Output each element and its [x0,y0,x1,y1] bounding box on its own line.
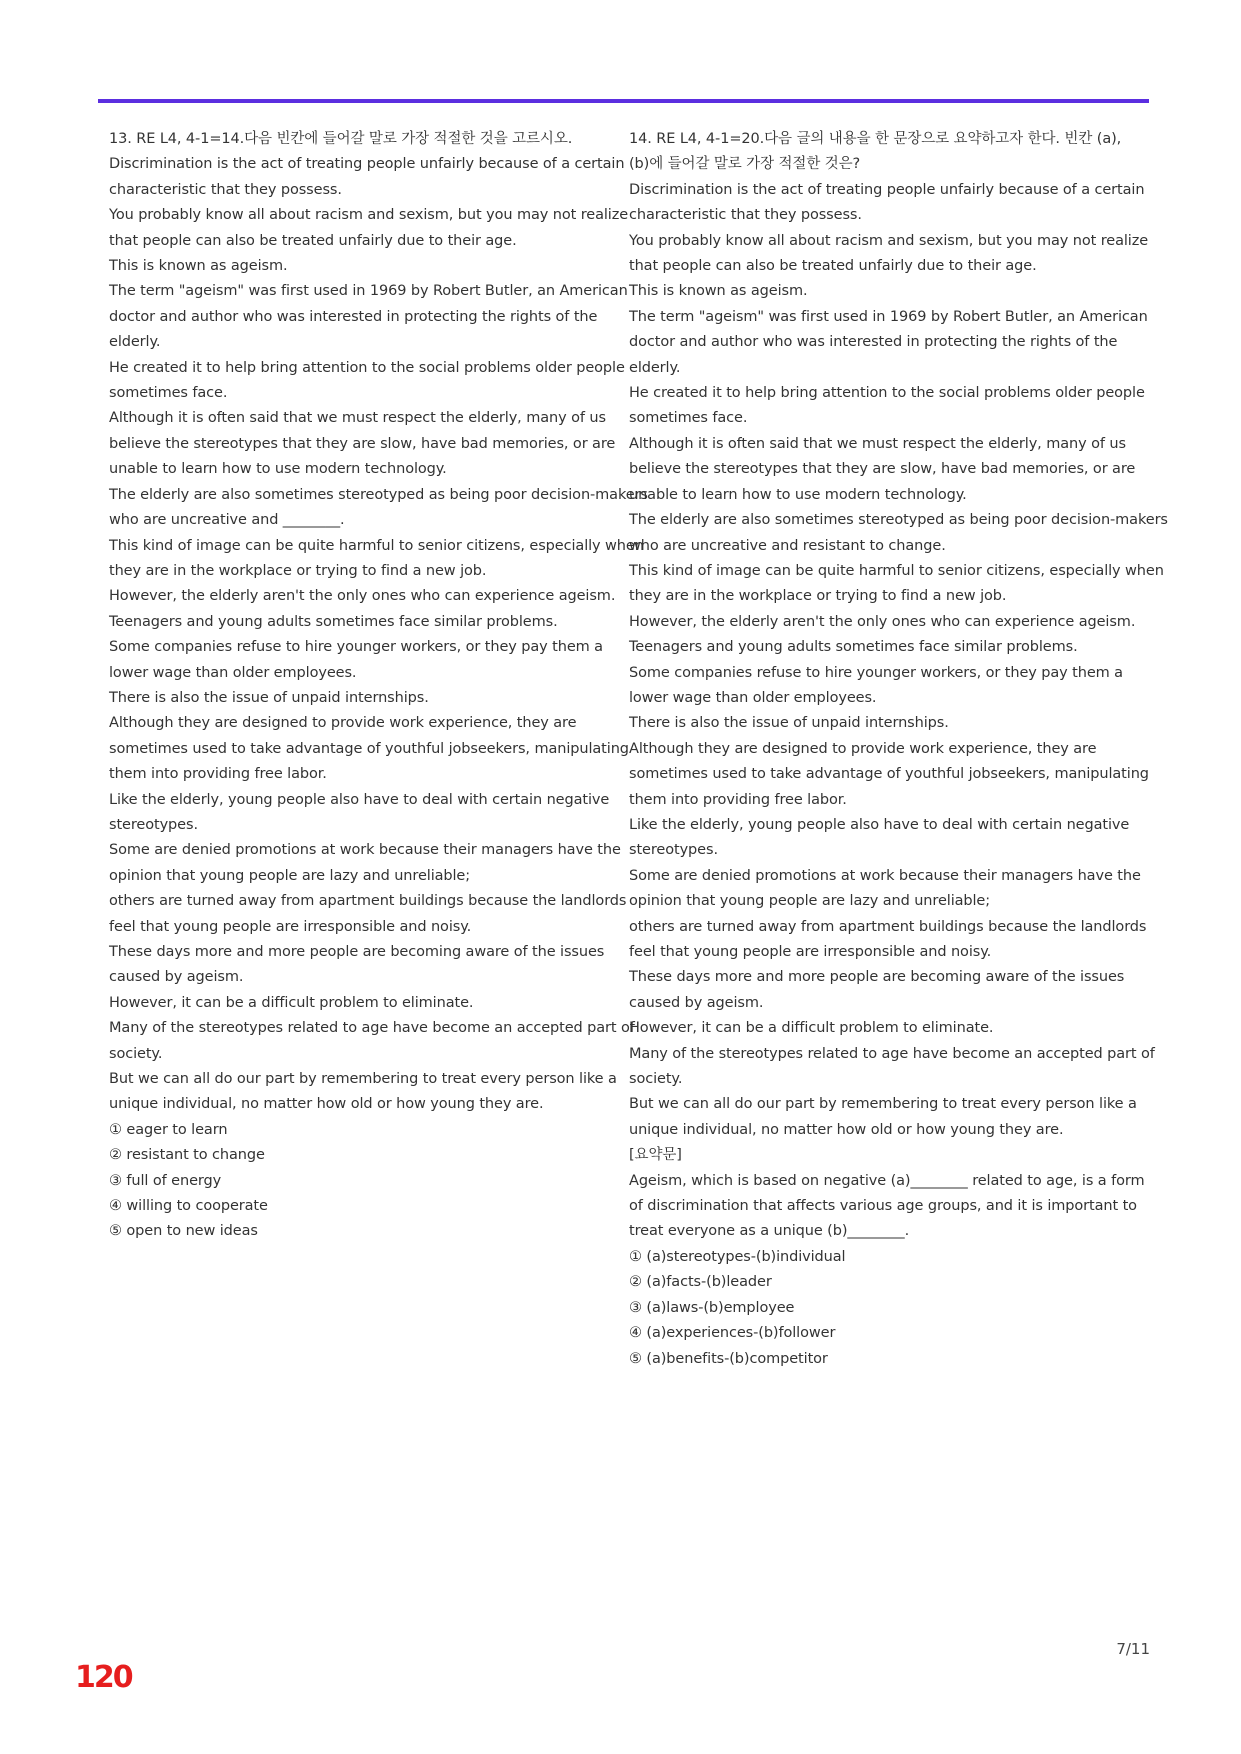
text-line: This kind of image can be quite harmful to senior citizens, especially when [629,562,1164,579]
text-line: Discrimination is the act of treating people unfairly because of a certain [629,181,1145,198]
text-line: But we can all do our part by remembering to treat every person like a [109,1071,617,1088]
text-line: The elderly are also sometimes stereotyped as being poor decision-makers [109,486,648,503]
text-line: ③ full of energy [109,1172,222,1189]
text-line: [요약문] [629,1147,682,1164]
text-line: unique individual, no matter how old or how young they are. [109,1096,544,1113]
question-13-column [109,127,648,1245]
text-line: opinion that young people are lazy and unreliable; [109,867,471,884]
text-line: feel that young people are irresponsible and noisy. [109,918,472,935]
page-number: 120 [75,1660,132,1695]
text-line: However, it can be a difficult problem to eliminate. [109,994,474,1011]
text-line: stereotypes. [109,816,198,833]
text-line: You probably know all about racism and sexism, but you may not realize [109,207,629,224]
text-line: Like the elderly, young people also have to deal with certain negative [109,791,610,808]
text-line: Although they are designed to provide work experience, they are [629,740,1097,757]
text-line: that people can also be treated unfairly due to their age. [109,232,517,249]
text-line: others are turned away from apartment buildings because the landlords [629,918,1147,935]
text-line: Some are denied promotions at work because their managers have the [109,842,621,859]
text-line: caused by ageism. [109,969,244,986]
text-line: they are in the workplace or trying to find a new job. [629,588,1007,605]
text-line: ③ (a)laws-(b)employee [629,1299,795,1316]
text-line: they are in the workplace or trying to find a new job. [109,562,487,579]
text-line: This is known as ageism. [109,258,288,275]
text-line: caused by ageism. [629,994,764,1011]
text-line: unique individual, no matter how old or how young they are. [629,1121,1064,1138]
text-line: These days more and more people are becoming aware of the issues [109,944,605,960]
text-line: believe the stereotypes that they are slow, have bad memories, or are [629,461,1136,478]
page-indicator: 7/11 [1116,1640,1150,1658]
text-line: The term "ageism" was first used in 1969 by Robert Butler, an American [629,308,1148,325]
text-line: Although they are designed to provide work experience, they are [109,715,577,732]
text-line: 13. RE L4, 4-1=14.다음 빈칸에 들어갈 말로 가장 적절한 것을 고르시오. [109,131,573,147]
text-line: believe the stereotypes that they are slow, have bad memories, or are [109,435,616,452]
text-line: Although it is often said that we must respect the elderly, many of us [629,435,1126,452]
text-line: unable to learn how to use modern technology. [629,486,967,503]
text-line: elderly. [109,334,161,351]
text-line: doctor and author who was interested in protecting the rights of the [629,334,1118,351]
text-line: them into providing free labor. [109,766,327,783]
text-line: society. [629,1071,683,1088]
text-line: Discrimination is the act of treating people unfairly because of a certain [109,156,625,173]
text-line: But we can all do our part by remembering to treat every person like a [629,1096,1137,1113]
text-line: Ageism, which is based on negative (a)________ related to age, is a form [629,1172,1145,1189]
text-line: sometimes face. [629,410,748,427]
text-line: Teenagers and young adults sometimes face similar problems. [109,613,558,630]
text-line: 14. RE L4, 4-1=20.다음 글의 내용을 한 문장으로 요약하고자 한다. 빈칸 (a), [629,131,1122,147]
text-line: society. [109,1045,163,1062]
text-line: He created it to help bring attention to the social problems older people [629,385,1145,402]
text-line: feel that young people are irresponsible and noisy. [629,944,992,960]
text-line: There is also the issue of unpaid internships. [109,689,429,706]
text-line: ② (a)facts-(b)leader [629,1274,772,1291]
text-line: sometimes used to take advantage of youthful jobseekers, manipulating [109,740,629,757]
text-line: You probably know all about racism and sexism, but you may not realize [629,232,1149,249]
question-14-column [629,127,1168,1372]
text-line: sometimes used to take advantage of youthful jobseekers, manipulating [629,766,1149,783]
text-line: He created it to help bring attention to the social problems older people [109,359,625,376]
text-line: who are uncreative and resistant to change. [629,537,946,554]
text-line: them into providing free labor. [629,791,847,808]
text-line: These days more and more people are becoming aware of the issues [629,969,1125,986]
text-line: Although it is often said that we must respect the elderly, many of us [109,410,606,427]
text-line: ① eager to learn [109,1121,228,1138]
text-line: Like the elderly, young people also have to deal with certain negative [629,816,1130,833]
text-line: The elderly are also sometimes stereotyped as being poor decision-makers [629,512,1168,529]
text-line: ④ willing to cooperate [109,1198,268,1215]
text-line: Many of the stereotypes related to age have become an accepted part of [109,1020,635,1037]
text-line: others are turned away from apartment buildings because the landlords [109,893,627,910]
text-line: This is known as ageism. [629,283,808,300]
text-line: This kind of image can be quite harmful to senior citizens, especially when [109,537,644,554]
text-line: of discrimination that affects various age groups, and it is important to [629,1198,1137,1215]
text-line: ⑤ (a)benefits-(b)competitor [629,1350,828,1367]
text-line: Some are denied promotions at work because their managers have the [629,867,1141,884]
text-line: However, the elderly aren't the only ones who can experience ageism. [109,588,616,605]
text-line: However, it can be a difficult problem to eliminate. [629,1020,994,1037]
text-line: characteristic that they possess. [629,207,862,224]
text-line: lower wage than older employees. [629,689,877,706]
text-line: Some companies refuse to hire younger workers, or they pay them a [629,664,1123,681]
text-line: Teenagers and young adults sometimes face similar problems. [629,639,1078,656]
text-line: unable to learn how to use modern technology. [109,461,447,478]
text-line: ① (a)stereotypes-(b)individual [629,1248,846,1265]
text-line: sometimes face. [109,385,228,402]
text-line: (b)에 들어갈 말로 가장 적절한 것은? [629,156,861,173]
text-line: The term "ageism" was first used in 1969 by Robert Butler, an American [109,283,628,300]
text-line: who are uncreative and ________. [109,512,345,529]
text-line: that people can also be treated unfairly due to their age. [629,258,1037,275]
text-line: However, the elderly aren't the only ones who can experience ageism. [629,613,1136,630]
text-line: ② resistant to change [109,1147,265,1164]
text-line: Some companies refuse to hire younger workers, or they pay them a [109,639,603,656]
text-line: opinion that young people are lazy and unreliable; [629,893,991,910]
text-line: characteristic that they possess. [109,181,342,198]
text-line: stereotypes. [629,842,718,859]
text-line: lower wage than older employees. [109,664,357,681]
text-line: There is also the issue of unpaid internships. [629,715,949,732]
text-line: ⑤ open to new ideas [109,1223,258,1240]
header-rule [98,99,1149,103]
text-line: elderly. [629,359,681,376]
text-line: ④ (a)experiences-(b)follower [629,1325,836,1342]
text-line: treat everyone as a unique (b)________. [629,1223,910,1240]
text-line: doctor and author who was interested in protecting the rights of the [109,308,598,325]
text-line: Many of the stereotypes related to age have become an accepted part of [629,1045,1155,1062]
